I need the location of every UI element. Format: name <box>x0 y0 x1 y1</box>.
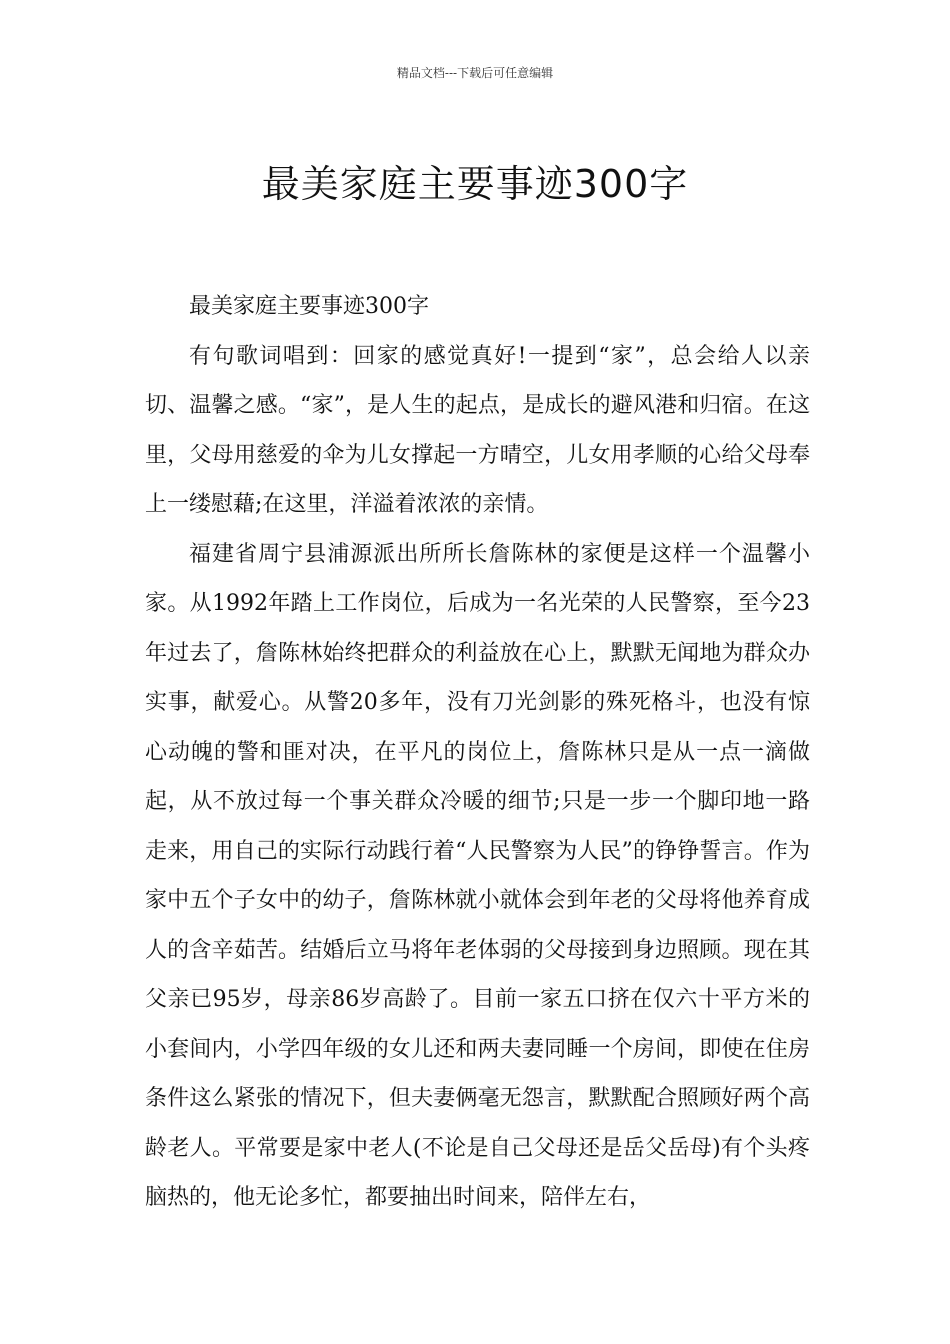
header-note: 精品文档---下载后可任意编辑 <box>396 66 554 80</box>
paragraph-intro: 有句歌词唱到：回家的感觉真好!一提到“家”，总会给人以亲切、温馨之感。“家”，是人生的起点，是成长的避风港和归宿。在这里，父母用慈爱的伞为儿女撑起一方晴空，儿女用孝顺的心给父母奉上一缕慰藉;在这里，洋溢着浓浓的亲情。 <box>145 343 810 517</box>
paragraph-subtitle: 最美家庭主要事迹300字 <box>189 294 429 319</box>
document-title: 最美家庭主要事迹300字 <box>261 162 689 207</box>
paragraph-story: 福建省周宁县浦源派出所所长詹陈林的家便是这样一个温馨小家。从1992年踏上工作岗位，后成为一名光荣的人民警察，至今23年过去了，詹陈林始终把群众的利益放在心上，默默无闻地为群众办实事，献爱心。从警20多年，没有刀光剑影的殊死格斗，也没有惊心动魄的警和匪对决，在平凡的岗位上，詹陈林只是从一点一滴做起，从不放过每一个事关群众冷暖的细节;只是一步一个脚印地一路走来，用自己的实际行动践行着“人民警察为人民”的铮铮誓言。作为家中五个子女中的幼子，詹陈林就小就体会到年老的父母将他养育成人的含辛茹苦。结婚后立马将年老体弱的父母接到身边照顾。现在其父亲已95岁，母亲86岁高龄了。目前一家五口挤在仅六十平方米的小套间内，小学四年级的女儿还和两夫妻同睡一个房间，即使在住房条件这么紧张的情况下，但夫妻俩毫无怨言，默默配合照顾好两个高龄老人。平常要是家中老人(不论是自己父母还是岳父岳母)有个头疼脑热的，他无论多忙，都要抽出时间来，陪伴左右， <box>145 541 810 1210</box>
document-body <box>145 282 810 1223</box>
